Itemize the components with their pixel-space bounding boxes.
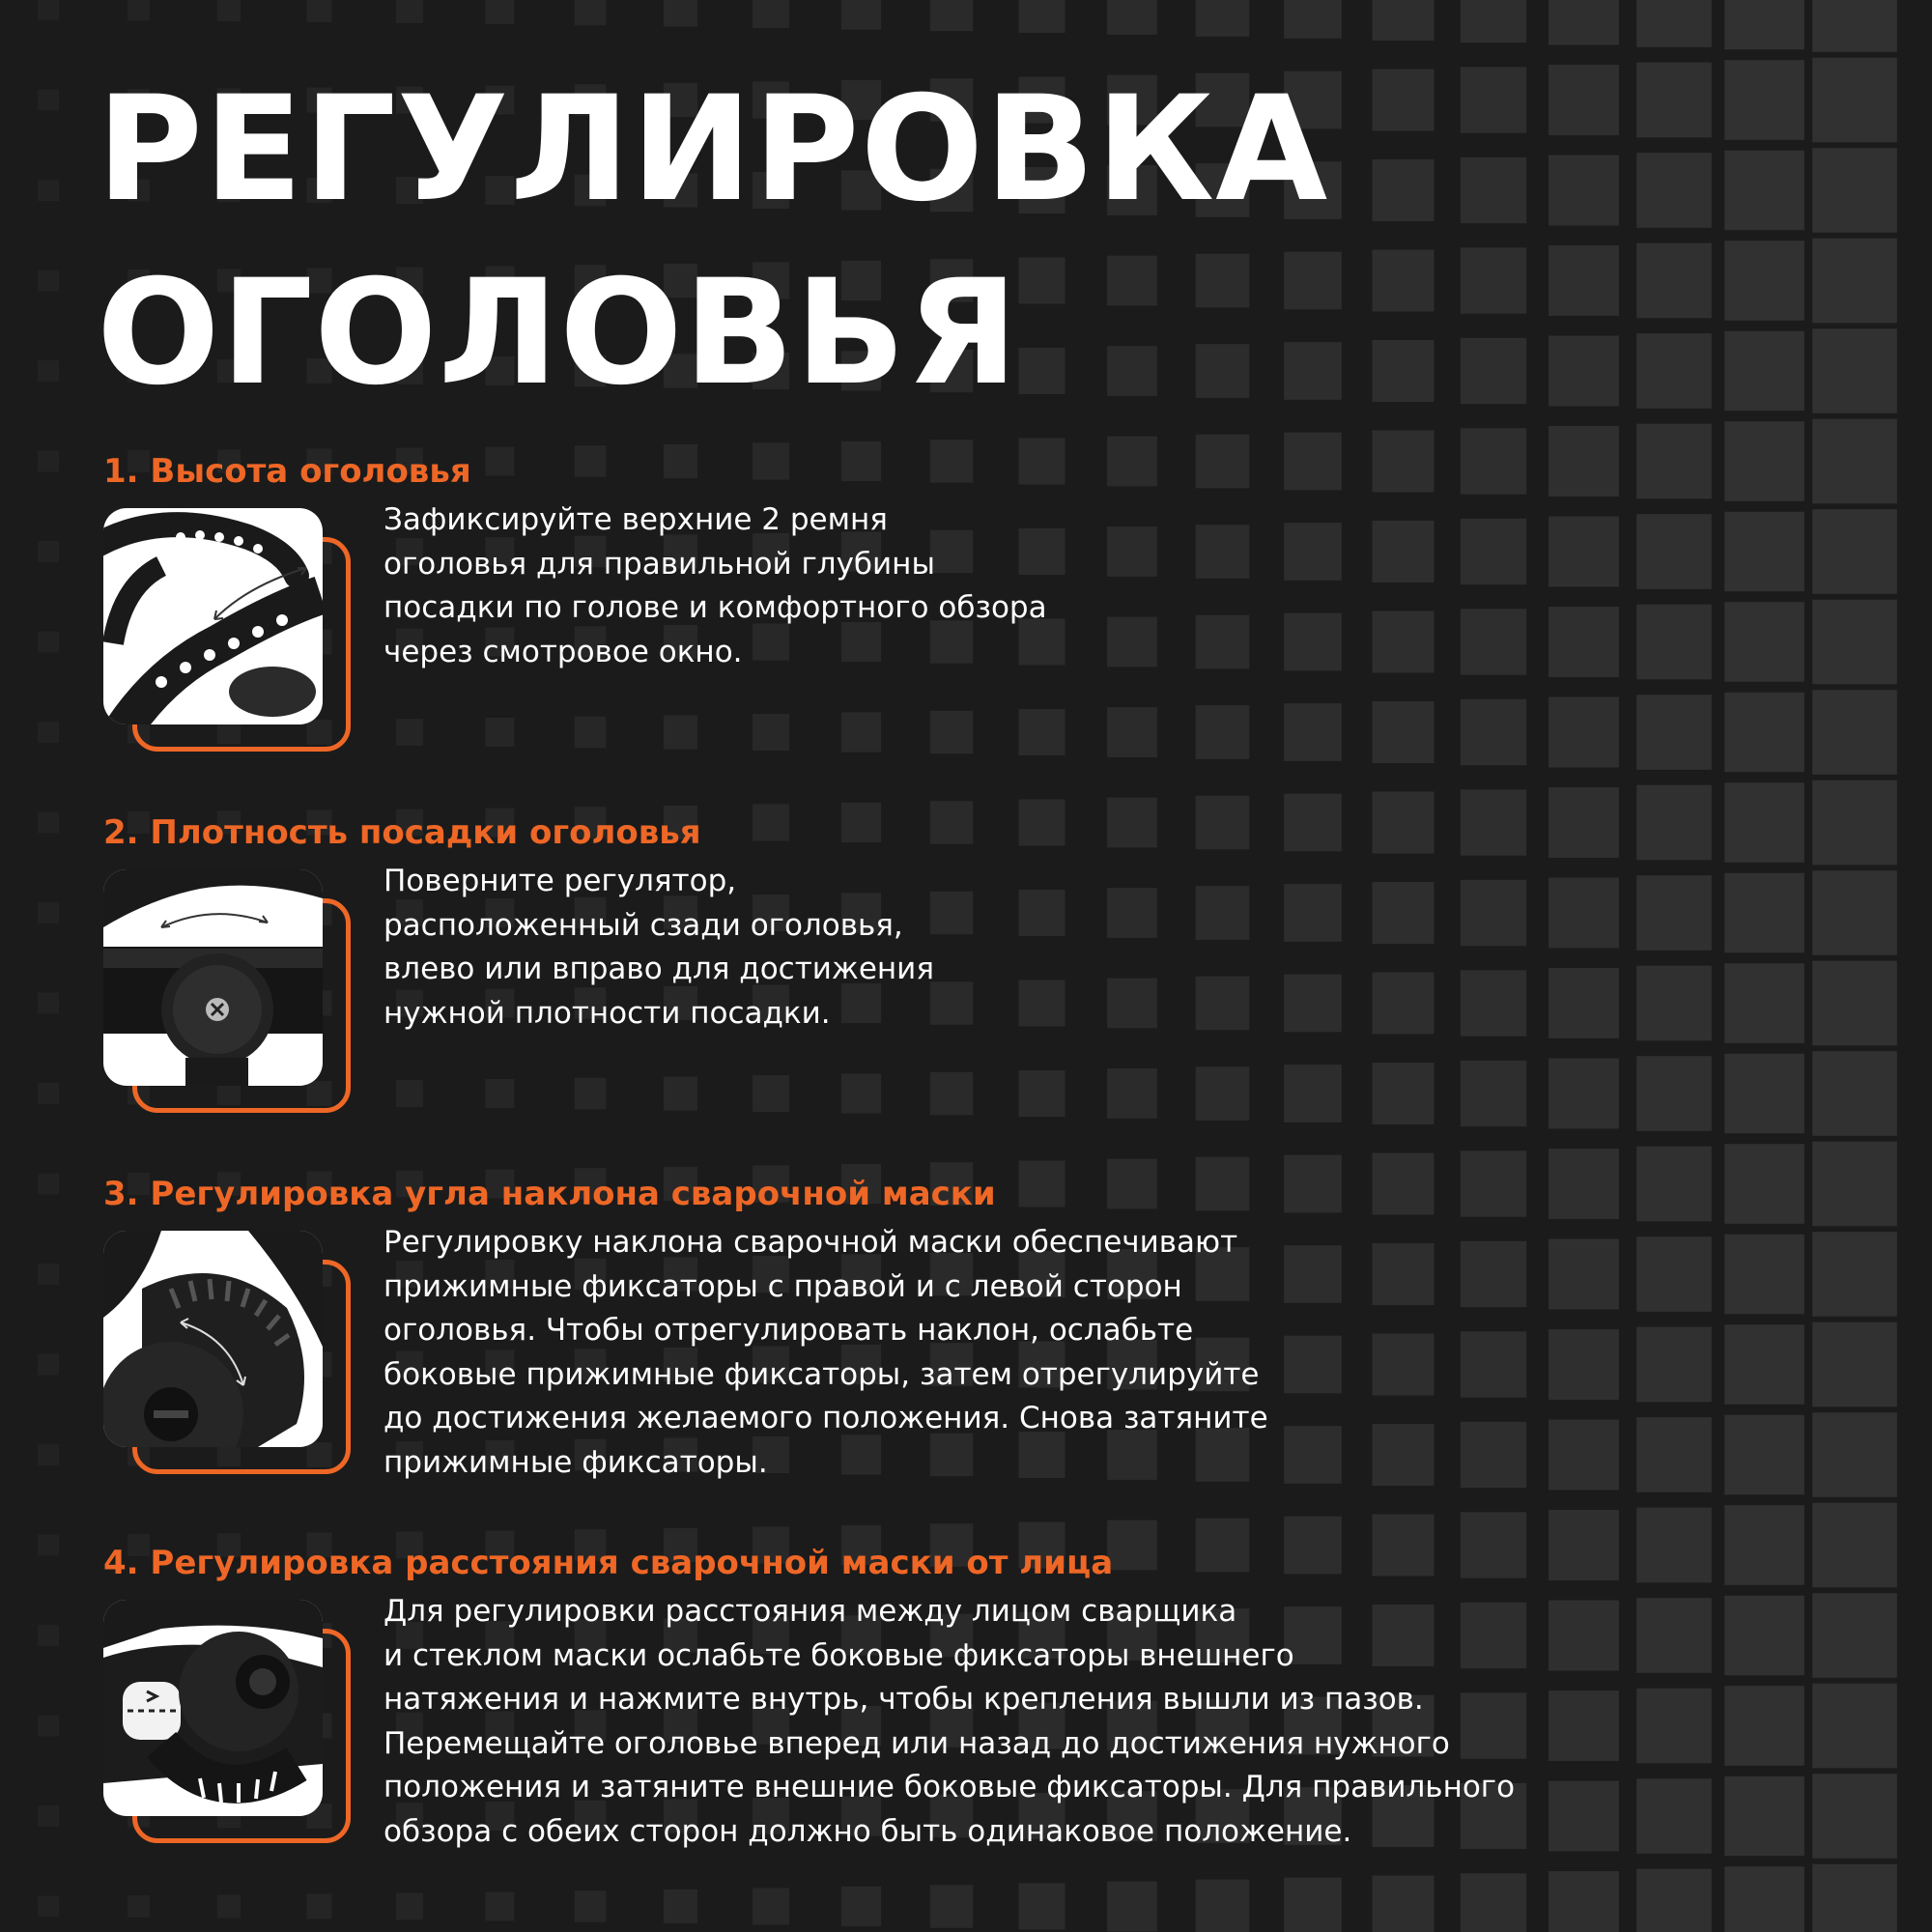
headband-height-strap-icon xyxy=(103,508,323,724)
distance-adjuster-icon xyxy=(103,1600,323,1816)
section-description: Для регулировки расстояния между лицом сварщика и стеклом маски ослабьте боковые фиксаторы внешнего натяжения и нажмите внутрь, чтобы крепления вышли из пазов. Перемещайте оголовье вперед или назад до достижения нужного положения и затяните внешние боковые фиксаторы. Для правильного обзора с обеих сторон должно быть одинаковое положение. xyxy=(384,1594,1516,1849)
tilt-adjuster-icon xyxy=(103,1231,323,1447)
section-photo xyxy=(103,1231,356,1482)
section-description: Поверните регулятор, расположенный сзади оголовья, влево или вправо для достижения нужной плотности посадки. xyxy=(384,864,934,1031)
ratchet-knob-icon xyxy=(103,869,323,1086)
section-heading: 1. Высота оголовья xyxy=(103,452,471,491)
page-title-line-2: ОГОЛОВЬЯ xyxy=(97,249,1019,417)
section-heading: 3. Регулировка угла наклона сварочной маски xyxy=(103,1175,996,1213)
section-heading: 4. Регулировка расстояния сварочной маски от лица xyxy=(103,1544,1114,1582)
section-heading: 2. Плотность посадки оголовья xyxy=(103,813,701,852)
page-title-line-1: РЕГУЛИРОВКА xyxy=(97,66,1329,234)
section-description: Регулировку наклона сварочной маски обеспечивают прижимные фиксаторы с правой и с левой сторон оголовья. Чтобы отрегулировать наклон, ослабьте боковые прижимные фиксаторы, затем отрегулируйте до достижения желаемого положения. Снова затяните прижимные фиксаторы. xyxy=(384,1225,1268,1480)
section-photo xyxy=(103,508,356,759)
page-title xyxy=(97,58,1328,425)
section-photo xyxy=(103,869,356,1121)
section-photo xyxy=(103,1600,356,1851)
section-description: Зафиксируйте верхние 2 ремня оголовья для правильной глубины посадки по голове и комфортного обзора через смотровое окно. xyxy=(384,502,1047,669)
